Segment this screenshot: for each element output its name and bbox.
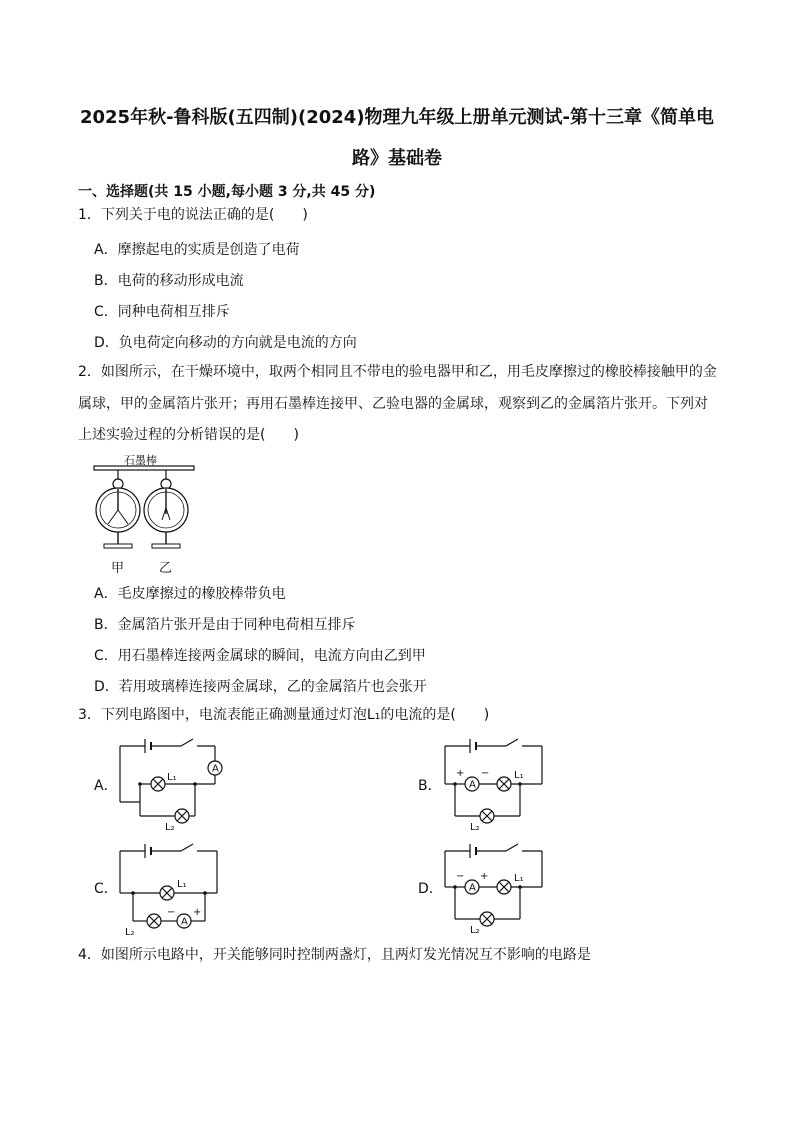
q1-option-b: B．电荷的移动形成电流 [94, 273, 244, 289]
electroscope-jia-label: 甲 [111, 561, 125, 576]
ammeter-symbol: A [469, 779, 476, 791]
electroscope-yi [144, 470, 188, 548]
q2-stem-line2: 属球，甲的金属箔片张开；再用石墨棒连接甲、乙验电器的金属球，观察到乙的金属箔片张开。下列对 [78, 396, 708, 412]
q1-stem: 1．下列关于电的说法正确的是( ) [78, 207, 308, 223]
q3-option-b-label: B． [418, 778, 442, 794]
q2-stem-line1: 2．如图所示，在干燥环境中，取两个相同且不带电的验电器甲和乙，用毛皮摩擦过的橡胶棒接触甲的金 [78, 364, 717, 380]
lamp-l2-label: L₂ [470, 925, 480, 936]
q1-option-c: C．同种电荷相互排斥 [94, 304, 230, 320]
electroscope-figure [88, 452, 200, 576]
q1-option-d: D．负电荷定向移动的方向就是电流的方向 [94, 335, 357, 351]
ammeter-symbol: A [469, 882, 476, 894]
plus-sign: + [480, 871, 489, 882]
minus-sign: − [167, 907, 176, 918]
circuit-a [115, 736, 240, 831]
q2-option-b: B．金属箔片张开是由于同种电荷相互排斥 [94, 617, 356, 633]
circuit-c [115, 841, 230, 936]
circuit-b [440, 736, 550, 831]
q1-option-a: A．摩擦起电的实质是创造了电荷 [94, 242, 300, 258]
lamp-l1-label: L₁ [167, 772, 177, 783]
q3-option-a-label: A． [94, 778, 118, 794]
q2-stem-line3: 上述实验过程的分析错误的是( ) [78, 427, 299, 443]
lamp-l1-label: L₁ [514, 873, 524, 884]
electroscope-yi-label: 乙 [159, 561, 173, 576]
q3-option-c-label: C． [94, 881, 118, 897]
section-heading: 一、选择题(共 15 小题,每小题 3 分,共 45 分) [78, 184, 376, 200]
lamp-l1-label: L₁ [177, 879, 187, 890]
graphite-rod-label: 石墨棒 [124, 454, 157, 467]
q3-option-d-label: D． [418, 881, 443, 897]
page-title-line1: 2025年秋-鲁科版(五四制)(2024)物理九年级上册单元测试-第十三章《简单电 [79, 107, 715, 128]
q2-option-a: A．毛皮摩擦过的橡胶棒带负电 [94, 586, 286, 602]
minus-sign: − [456, 871, 465, 882]
plus-sign: + [193, 907, 202, 918]
electroscope-jia [96, 470, 140, 548]
q2-option-c: C．用石墨棒连接两金属球的瞬间，电流方向由乙到甲 [94, 648, 426, 664]
minus-sign: − [481, 768, 490, 779]
q4-stem: 4．如图所示电路中，开关能够同时控制两盏灯，且两灯发光情况互不影响的电路是 [78, 947, 591, 963]
ammeter-symbol: A [212, 763, 219, 775]
lamp-l2-label: L₂ [165, 822, 175, 831]
q2-option-d: D．若用玻璃棒连接两金属球，乙的金属箔片也会张开 [94, 679, 427, 695]
plus-sign: + [456, 768, 465, 779]
lamp-l2-label: L₂ [470, 822, 480, 831]
ammeter-symbol: A [181, 916, 188, 928]
lamp-l1-label: L₁ [514, 770, 524, 781]
circuit-d [440, 841, 550, 936]
q3-stem: 3．下列电路图中，电流表能正确测量通过灯泡L₁的电流的是( ) [78, 707, 490, 723]
lamp-l2-label: L₂ [125, 927, 135, 936]
page-title-line2: 路》基础卷 [352, 148, 442, 169]
